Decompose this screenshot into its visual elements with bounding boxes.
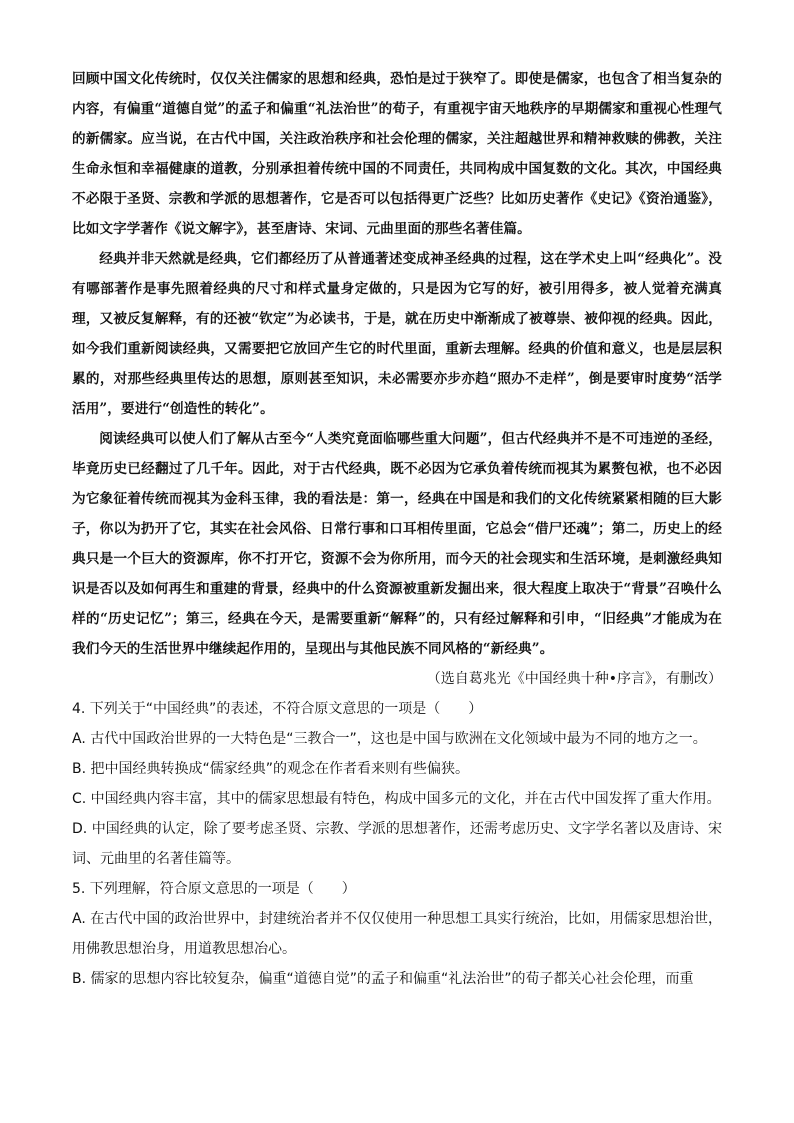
question-4-option-b: B. 把中国经典转换成“儒家经典”的观念在作者看来则有些偏狭。: [72, 761, 470, 777]
question-4-option-c: C. 中国经典内容丰富，其中的儒家思想最有特色，构成中国多元的文化，并在古代中国发挥了重大作用。: [72, 791, 721, 807]
passage-paragraph-1: 回顾中国文化传统时，仅仅关注儒家的思想和经典，恐怕是过于狭窄了。即使是儒家，也包含了相当复杂的内容，有偏重“道德自觉”的孟子和偏重“礼法治世”的荀子，有重视宇宙天地秩序的早期儒家和重视心性理气的新儒家。应当说，在古代中国，关注政治秩序和社会伦理的儒家，关注超越世界和精神救赎的佛教，关注生命永恒和幸福健康的道教，分别承担着传统中国的不同责任，共同构成中国复数的文化。其次，中国经典不必限于圣贤、宗教和学派的思想著作，它是否可以包括得更广泛些？比如历史著作《史记》《资治通鉴》，比如文字学著作《说文解字》，甚至唐诗、宋词、元曲里面的那些名著佳篇。: [72, 71, 722, 237]
question-4-option-d: D. 中国经典的认定，除了要考虑圣贤、宗教、学派的思想著作，还需考虑历史、文字学名著以及唐诗、宋词、元曲里的名著佳篇等。: [72, 821, 722, 867]
question-5-stem: 5. 下列理解，符合原文意思的一项是（ ）: [72, 881, 356, 897]
question-5-option-a: A. 在古代中国的政治世界中，封建统治者并不仅仅使用一种思想工具实行统治，比如，用儒家思想治世，用佛教思想治身，用道教思想冶心。: [72, 911, 722, 957]
question-4-stem: 4. 下列关于“中国经典”的表述，不符合原文意思的一项是（ ）: [72, 701, 483, 717]
passage-source: （选自葛兆光《中国经典十种•序言》，有删改）: [426, 671, 722, 687]
question-4-option-a: A. 古代中国政治世界的一大特色是“三教合一”，这也是中国与欧洲在文化领域中最为不同的地方之一。: [72, 731, 707, 747]
question-5-option-b: B. 儒家的思想内容比较复杂，偏重“道德自觉”的孟子和偏重“礼法治世”的荀子都关心社会伦理，而重: [72, 971, 694, 987]
passage-paragraph-2: 经典并非天然就是经典，它们都经历了从普通著述变成神圣经典的过程，这在学术史上叫“经典化”。没有哪部著作是事先照着经典的尺寸和样式量身定做的，只是因为它写的好，被引用得多，被人觉着充满真理，又被反复解释，有的还被“钦定”为必读书，于是，就在历史中渐渐成了被尊崇、被仰视的经典。因此，如今我们重新阅读经典，又需要把它放回产生它的时代里面，重新去理解。经典的价值和意义，也是层层积累的，对那些经典里传达的思想，原则甚至知识，未必需要亦步亦趋“照办不走样”，倒是要审时度势“活学活用”，要进行“创造性的转化”。: [72, 251, 722, 417]
passage-paragraph-3: 阅读经典可以使人们了解从古至今“人类究竟面临哪些重大问题”，但古代经典并不是不可违逆的圣经，毕竟历史已经翻过了几千年。因此，对于古代经典，既不必因为它承负着传统而视其为累赘包袱，也不必因为它象征着传统而视其为金科玉律，我的看法是：第一，经典在中国是和我们的文化传统紧紧相随的巨大影子，你以为扔开了它，其实在社会风俗、日常行事和口耳相传里面，它总会“借尸还魂”；第二，历史上的经典只是一个巨大的资源库，你不打开它，资源不会为你所用，而今天的社会现实和生活环境，是刺激经典知识是否以及如何再生和重建的背景，经典中的什么资源被重新发掘出来，很大程度上取决于“背景”召唤什么样的“历史记忆”；第三，经典在今天，是需要重新“解释”的，只有经过解释和引申，“旧经典”才能成为在我们今天的生活世界中继续起作用的，呈现出与其他民族不同风格的“新经典”。: [72, 431, 722, 657]
